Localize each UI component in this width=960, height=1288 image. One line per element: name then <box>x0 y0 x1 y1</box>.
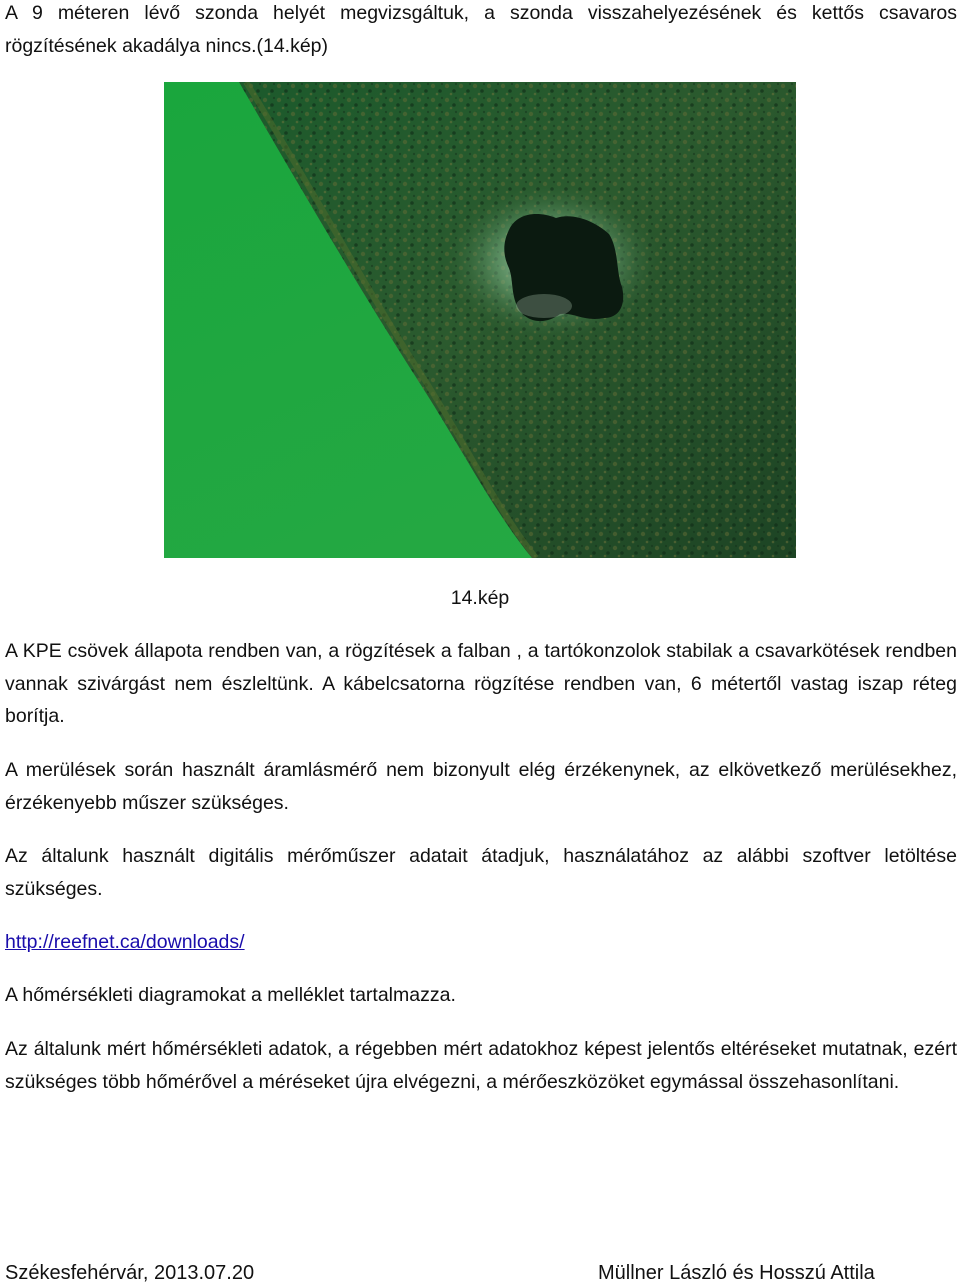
footer-place-date: Székesfehérvár, 2013.07.20 <box>5 1262 255 1284</box>
underwater-photo <box>164 82 796 558</box>
intro-paragraph: A 9 méteren lévő szonda helyét megvizsgáltuk, a szonda visszahelyezésének és kettős csavaros rögzítésének akadálya nincs.(14.kép) <box>5 2 957 57</box>
paragraph-flowmeter: A merülések során használt áramlásmérő nem bizonyult elég érzékenynek, az elkövetkező merülésekhez, érzékenyebb műszer szükséges. <box>5 759 957 814</box>
reefnet-download-link[interactable]: http://reefnet.ca/downloads/ <box>5 931 245 953</box>
paragraph-digital-instrument: Az általunk használt digitális mérőműszer adatait átadjuk, használatához az alábbi szoftver letöltése szükséges. <box>5 845 957 900</box>
paragraph-temperature-diagrams: A hőmérsékleti diagramokat a melléklet tartalmazza. <box>5 984 456 1006</box>
figure-caption: 14.kép <box>450 587 510 609</box>
paragraph-temperature-data: Az általunk mért hőmérsékleti adatok, a régebben mért adatokhoz képest jelentős eltéréseket mutatnak, ezért szükséges több hőmérővel a méréseket újra elvégezni, a mérőeszközöket egymással összehasonlítani. <box>5 1038 957 1093</box>
footer-authors: Müllner László és Hosszú Attila <box>598 1262 875 1284</box>
paragraph-kpe-status: A KPE csövek állapota rendben van, a rögzítések a falban , a tartókonzolok stabilak a csavarkötések rendben vannak szivárgást nem észleltünk. A kábelcsatorna rögzítése rendben van, 6 métertől vastag iszap réteg borítja. <box>5 640 957 727</box>
